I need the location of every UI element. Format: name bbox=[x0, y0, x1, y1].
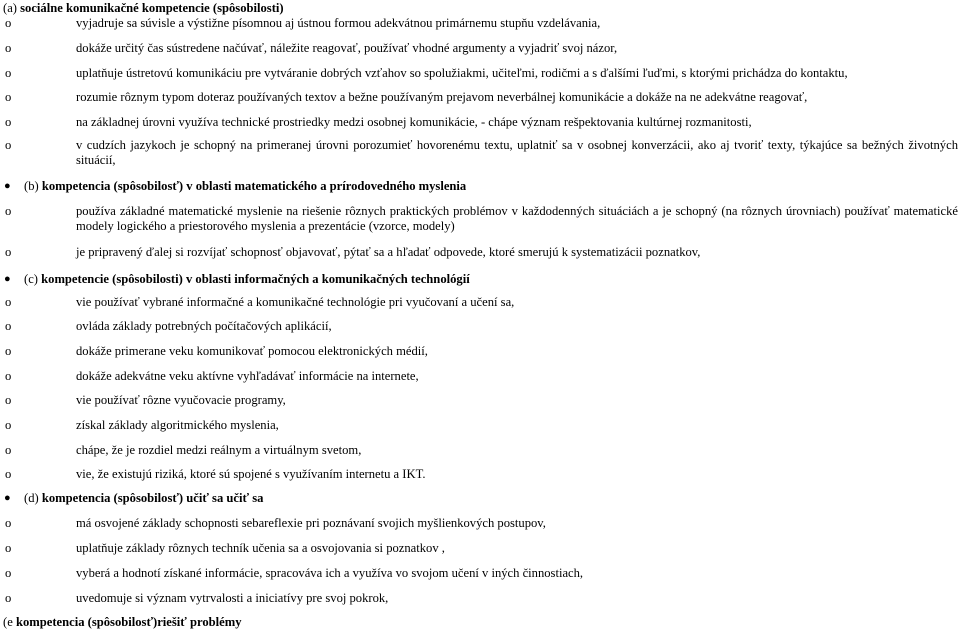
section-a-title: sociálne komunikačné kompetencie (spôsobilosti) bbox=[20, 1, 284, 15]
item-marker: o bbox=[5, 295, 12, 309]
list-item: o ovláda základy potrebných počítačových aplikácií, bbox=[5, 319, 332, 333]
item-marker: o bbox=[5, 418, 12, 432]
list-item: o uplatňuje základy rôznych techník učenia sa a osvojovania si poznatkov , bbox=[5, 541, 445, 555]
list-item: o používa základné matematické myslenie na riešenie rôznych praktických problémov v každodenných situáciách a je schopný (na rôznych úrovniach) používať matematické modely logického a priestorového myslenia a prezentácie (vzorce, modely) bbox=[5, 204, 958, 233]
section-a bbox=[0, 1, 960, 16]
section-c-heading bbox=[0, 272, 960, 287]
list-item: o dokáže určitý čas sústredene načúvať, náležite reagovať, používať vhodné argumenty a vyjadriť svoj názor, bbox=[5, 41, 618, 55]
item-marker: o bbox=[5, 393, 12, 407]
item-marker: o bbox=[5, 41, 12, 55]
section-d-prefix: (d) bbox=[24, 491, 39, 505]
list-item: o má osvojené základy schopnosti sebareflexie pri poznávaní svojich myšlienkových postupov, bbox=[5, 516, 546, 530]
item-marker: o bbox=[5, 344, 12, 358]
item-marker: o bbox=[5, 541, 12, 555]
item-marker: o bbox=[5, 204, 12, 218]
list-item: o je pripravený ďalej si rozvíjať schopnosť objavovať, pýtať sa a hľadať odpovede, ktoré smerujú k systematizácii poznatkov, bbox=[5, 245, 701, 259]
bullet-icon: ● bbox=[4, 492, 11, 504]
list-item: o v cudzích jazykoch je schopný na primeranej úrovni porozumieť hovorenému textu, uplatniť sa v osobnej konverzácii, ako aj tvoriť texty, týkajúce sa bežných životných situácií, bbox=[5, 138, 958, 167]
list-item: o rozumie rôznym typom doteraz používaných textov a bežne používaným prejavom neverbálnej komunikácie a dokáže na ne adekvátne reagovať, bbox=[5, 90, 808, 104]
section-c-prefix: (c) bbox=[24, 272, 38, 286]
bullet-icon: ● bbox=[4, 273, 11, 285]
section-b-prefix: (b) bbox=[24, 179, 39, 193]
section-c-title: kompetencie (spôsobilosti) v oblasti informačných a komunikačných technológií bbox=[41, 272, 470, 286]
item-marker: o bbox=[5, 16, 12, 30]
section-d bbox=[0, 491, 960, 506]
list-item: o získal základy algoritmického myslenia, bbox=[5, 418, 279, 432]
section-a-heading bbox=[0, 1, 960, 16]
section-a-prefix: (a) bbox=[3, 1, 17, 15]
section-d-heading bbox=[0, 491, 960, 506]
list-item: o na základnej úrovni využíva technické prostriedky medzi osobnej komunikácie, - chápe význam rešpektovania kultúrnej rozmanitosti, bbox=[5, 115, 752, 129]
item-marker: o bbox=[5, 90, 12, 104]
item-marker: o bbox=[5, 516, 12, 530]
item-marker: o bbox=[5, 467, 12, 481]
section-b-title: kompetencia (spôsobilosť) v oblasti matematického a prírodovedného myslenia bbox=[41, 179, 467, 193]
section-e-title: kompetencia (spôsobilosť)riešiť problémy bbox=[15, 615, 242, 629]
section-c bbox=[0, 272, 960, 287]
list-item: o dokáže primerane veku komunikovať pomocou elektronických médií, bbox=[5, 344, 428, 358]
bullet-icon: ● bbox=[4, 180, 11, 192]
section-b bbox=[0, 179, 960, 194]
section-e-heading bbox=[0, 615, 960, 630]
section-e bbox=[0, 615, 960, 630]
list-item: o uplatňuje ústretovú komunikáciu pre vytváranie dobrých vzťahov so spolužiakmi, učiteľmi, rodičmi a s ďalšími ľuďmi, s ktorými prichádza do kontaktu, bbox=[5, 66, 848, 80]
list-item: o dokáže adekvátne veku aktívne vyhľadávať informácie na internete, bbox=[5, 369, 419, 383]
list-item: o vyjadruje sa súvisle a výstižne písomnou aj ústnou formou adekvátnou primárnemu stupňu vzdelávania, bbox=[5, 16, 601, 30]
list-item: o vyberá a hodnotí získané informácie, spracováva ich a využíva vo svojom učení v iných činnostiach, bbox=[5, 566, 584, 580]
section-b-heading bbox=[0, 179, 960, 194]
list-item: o chápe, že je rozdiel medzi reálnym a virtuálnym svetom, bbox=[5, 443, 362, 457]
section-e-prefix: (e bbox=[3, 615, 13, 629]
item-marker: o bbox=[5, 591, 12, 605]
item-marker: o bbox=[5, 245, 12, 259]
item-marker: o bbox=[5, 566, 12, 580]
item-marker: o bbox=[5, 319, 12, 333]
list-item: o vie používať vybrané informačné a komunikačné technológie pri vyučovaní a učení sa, bbox=[5, 295, 515, 309]
list-item: o vie používať rôzne vyučovacie programy, bbox=[5, 393, 286, 407]
item-marker: o bbox=[5, 66, 12, 80]
item-marker: o bbox=[5, 443, 12, 457]
list-item: o uvedomuje si význam vytrvalosti a iniciatívy pre svoj pokrok, bbox=[5, 591, 389, 605]
item-marker: o bbox=[5, 369, 12, 383]
item-marker: o bbox=[5, 115, 12, 129]
list-item: o vie, že existujú riziká, ktoré sú spojené s využívaním internetu a IKT. bbox=[5, 467, 426, 481]
section-d-title: kompetencia (spôsobilosť) učiť sa učiť sa bbox=[41, 491, 264, 505]
item-marker: o bbox=[5, 138, 12, 152]
